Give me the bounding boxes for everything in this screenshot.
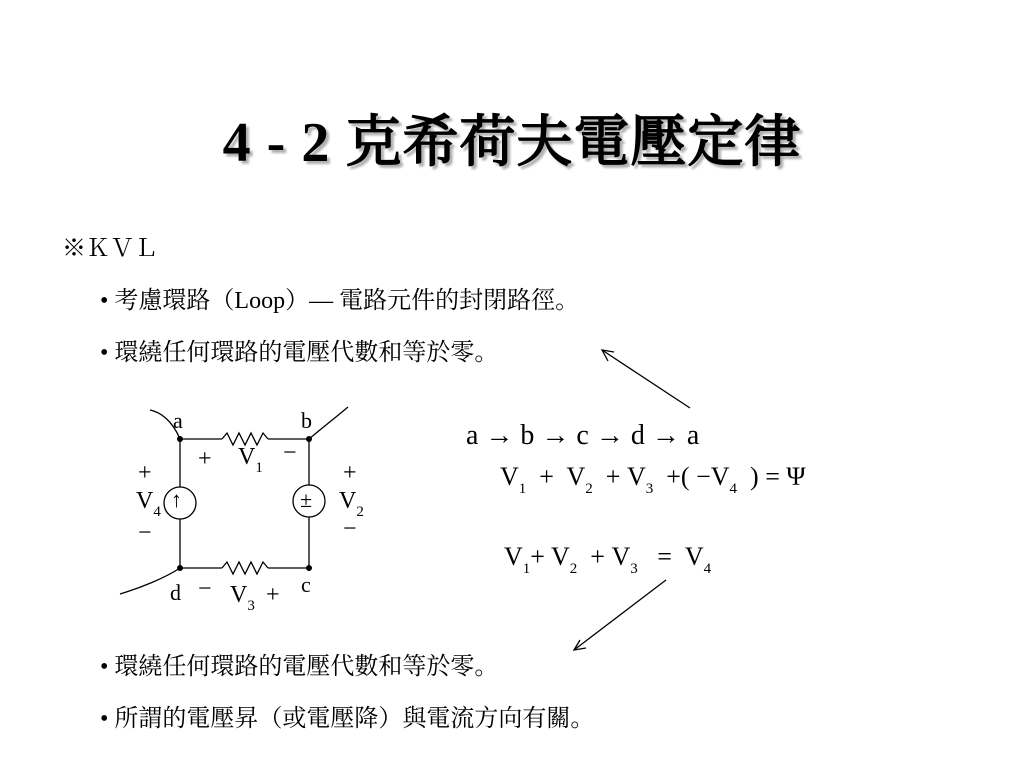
eq1-plus-1: + (539, 462, 554, 491)
v4-letter: V (136, 488, 154, 514)
v3-letter: V (230, 582, 248, 608)
node-c: c (301, 572, 311, 597)
equation-2 (504, 542, 711, 578)
v1-plus: + (198, 446, 212, 472)
eq2-v3: V (611, 542, 631, 571)
arrow-to-bullet-2 (602, 350, 690, 408)
eq2-v1: V (504, 542, 523, 571)
page-title: 4 - 2 克希荷夫電壓定律 (222, 112, 802, 174)
bullet-3-text: 環繞任何環路的電壓代數和等於零。 (114, 654, 499, 680)
plus-minus-icon: ± (300, 487, 313, 512)
eq1-paren-open: ( (680, 462, 690, 491)
arrow-up-icon: ↑ (171, 487, 182, 512)
eq1-v4: V (710, 462, 730, 491)
eq1-plus-3: + (666, 462, 681, 491)
eq1-v2-sub: 2 (585, 481, 593, 497)
eq2-v1-sub: 1 (522, 561, 531, 577)
kvl-heading: ※ＫＶＬ (62, 236, 158, 262)
v4-plus: + (138, 460, 152, 486)
eq1-rhs: Ψ (786, 462, 806, 491)
bullet-mark: • (100, 706, 109, 732)
node-d: d (170, 580, 181, 605)
eq2-plus-2: + (590, 542, 605, 571)
bullet-mark: • (100, 288, 109, 314)
bullet-2-text: 環繞任何環路的電壓代數和等於零。 (114, 340, 499, 366)
eq2-v2: V (550, 542, 570, 571)
v3-plus: + (266, 582, 280, 608)
eq2-v3-sub: 3 (630, 561, 638, 577)
bullet-4-text: 所謂的電壓昇（或電壓降）與電流方向有關。 (114, 706, 595, 732)
node-b: b (301, 408, 312, 433)
eq1-plus-2: + (605, 462, 621, 491)
v1-minus: − (283, 440, 297, 466)
v4-sub: 4 (153, 504, 161, 520)
eq1-v1-sub: 1 (518, 481, 527, 497)
v2-sub: 2 (356, 504, 364, 520)
bullet-1-text: 考慮環路（Loop）— 電路元件的封閉路徑。 (114, 288, 580, 314)
equation-1 (500, 462, 806, 498)
v1-sub: 1 (255, 460, 263, 476)
v2-letter: V (339, 488, 357, 514)
v2-minus: − (343, 516, 357, 542)
node-a: a (173, 408, 183, 433)
bullet-mark: • (100, 654, 109, 680)
eq1-v2: V (566, 462, 586, 491)
v1-label (238, 444, 263, 477)
eq2-v4-sub: 4 (703, 561, 712, 577)
eq1-v3: V (626, 462, 646, 491)
v3-sub: 3 (247, 598, 255, 614)
eq1-v4-sub: 4 (729, 481, 738, 497)
eq1-minus: − (696, 462, 711, 491)
eq2-v2-sub: 2 (569, 561, 578, 577)
v4-minus: − (138, 520, 152, 546)
path-equation: a → b → c → d → a (466, 420, 700, 451)
v3-minus: − (198, 576, 212, 602)
arrow-to-bullet-3 (574, 580, 666, 650)
eq1-v1: V (500, 462, 519, 491)
eq1-v3-sub: 3 (645, 481, 654, 497)
eq1-equals: = (765, 462, 780, 491)
bullet-mark: • (100, 340, 109, 366)
wire-extension-b (309, 407, 348, 439)
eq2-v4: V (684, 542, 704, 571)
v1-letter: V (238, 444, 256, 470)
v3-label (230, 582, 255, 615)
v2-plus: + (343, 460, 357, 486)
resistor-v3 (222, 562, 268, 574)
eq2-equals: = (657, 542, 672, 571)
eq1-paren-close: ) (750, 462, 759, 491)
eq2-plus-1: + (530, 542, 545, 571)
v4-label (136, 488, 161, 521)
